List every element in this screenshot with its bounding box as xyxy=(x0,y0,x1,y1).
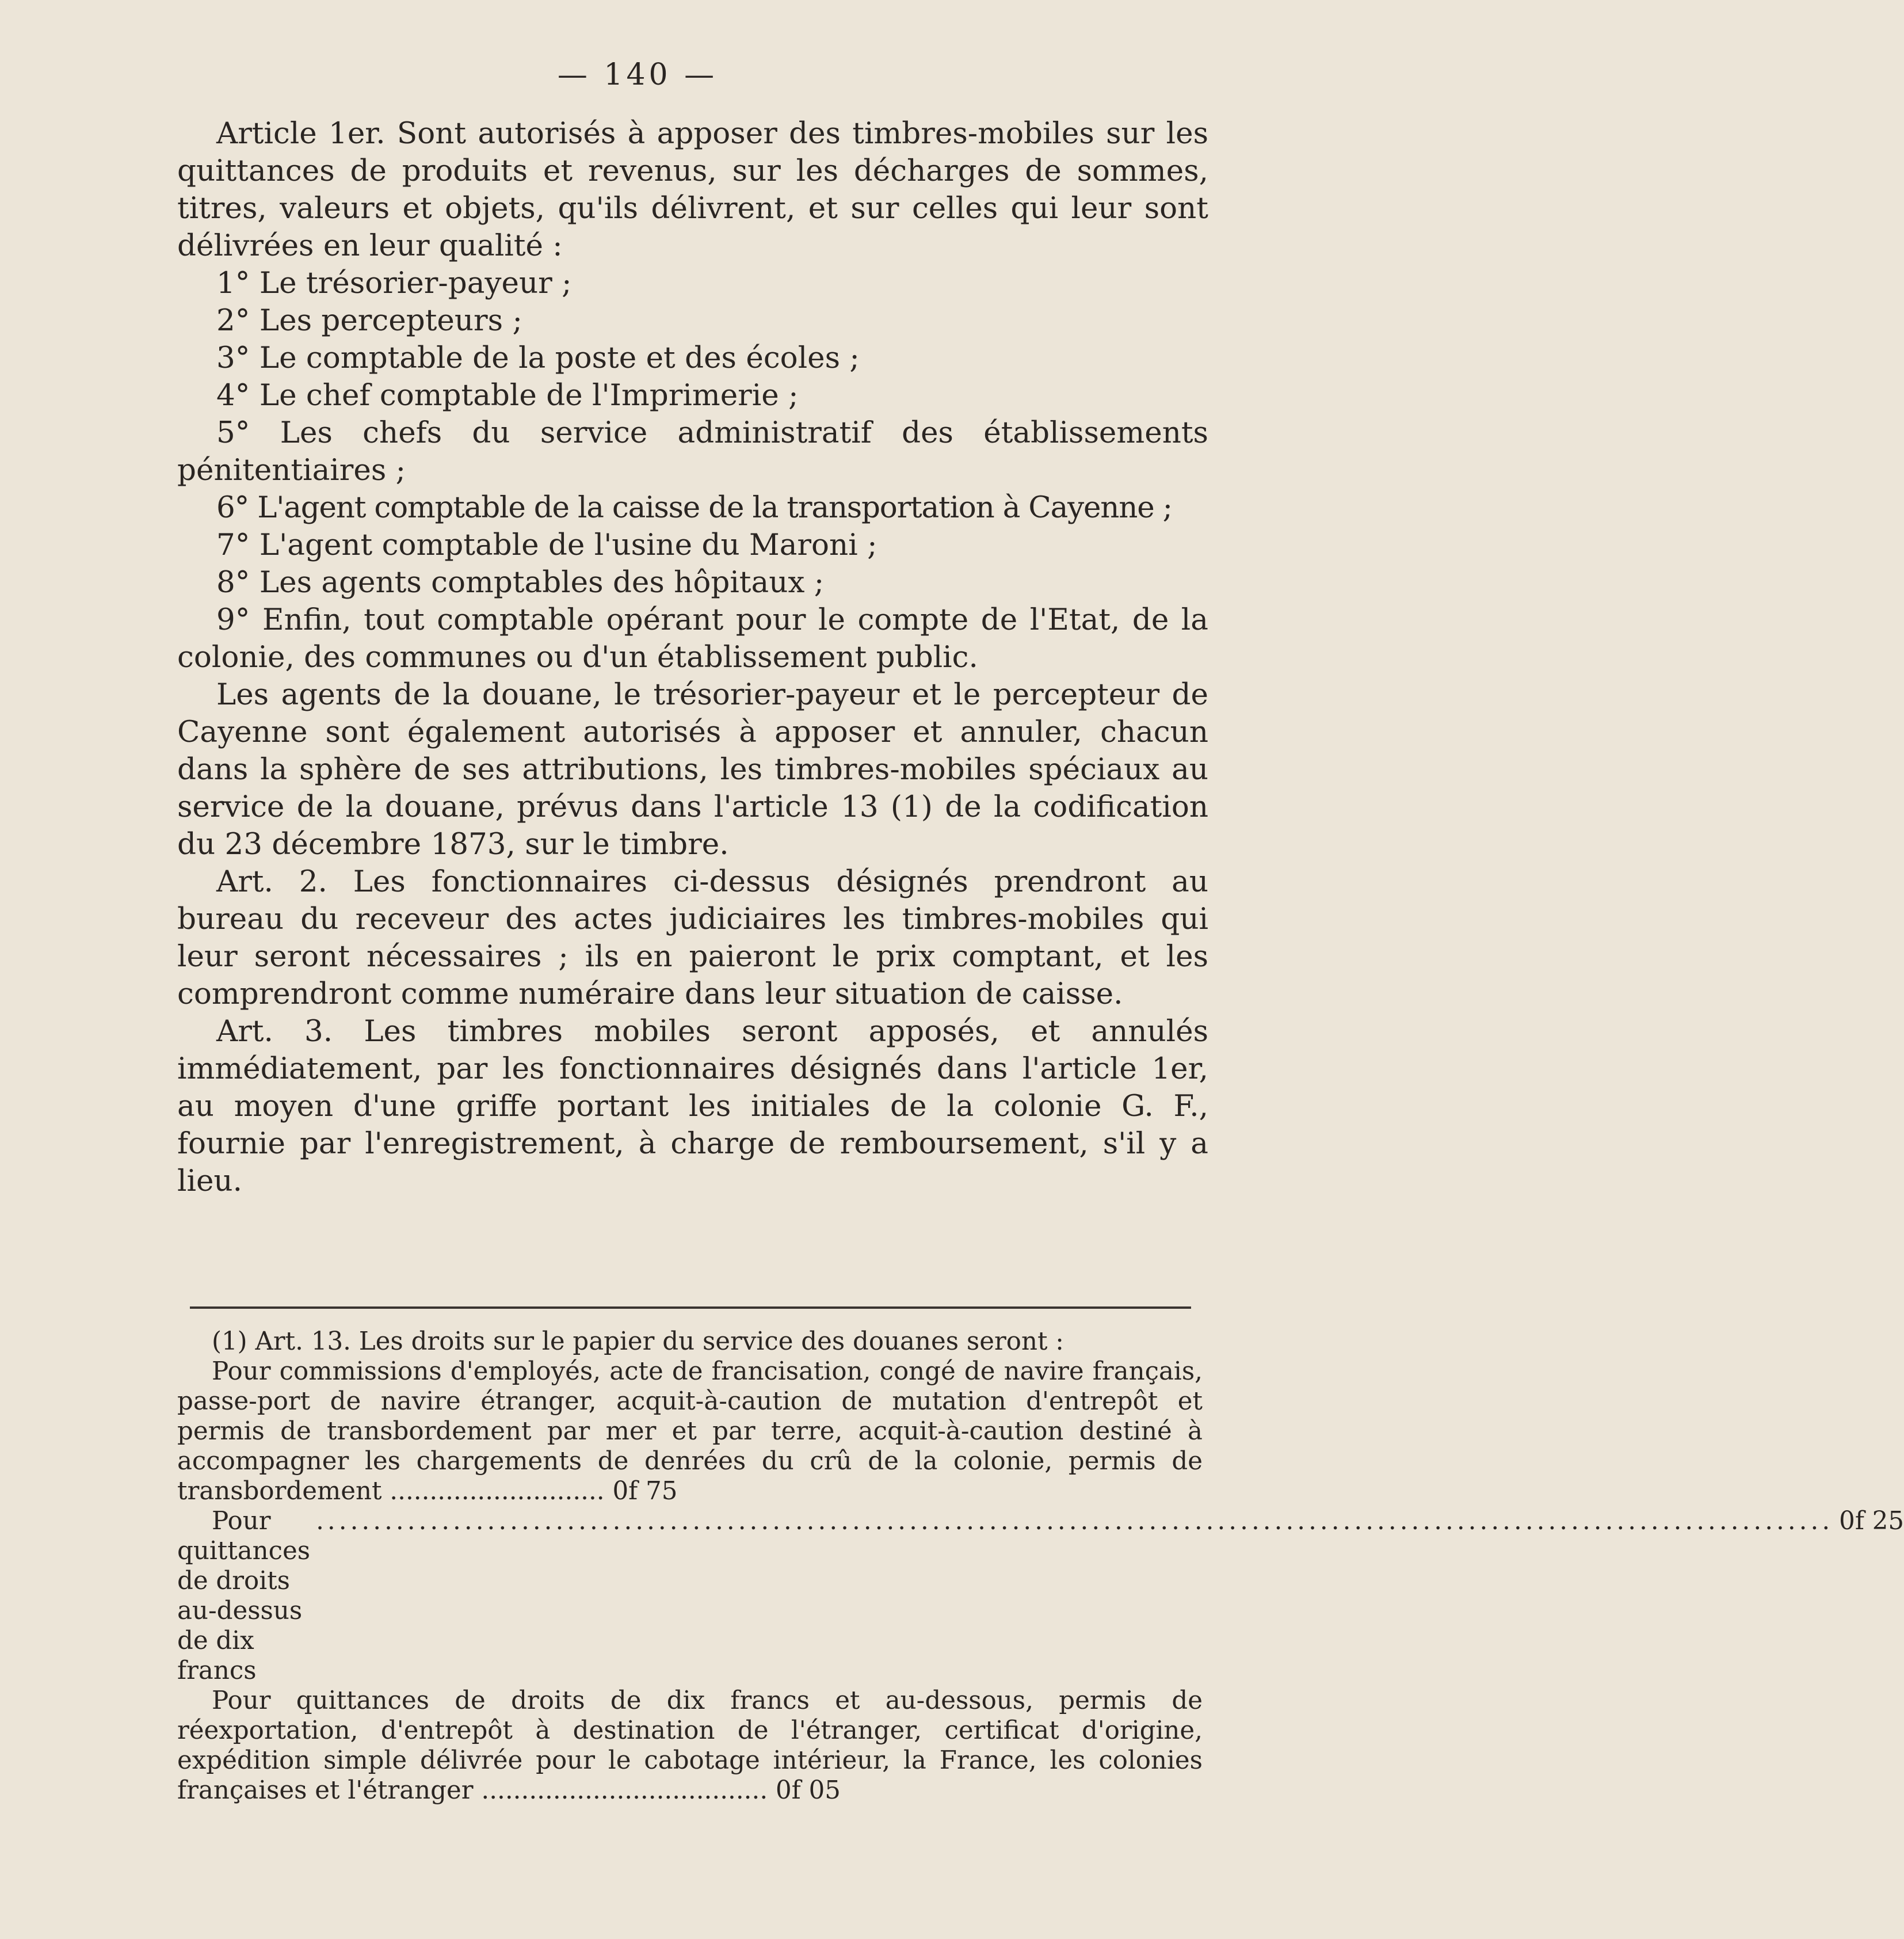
article-1-intro: Article 1er. Sont autorisés à apposer des timbres-mobiles sur les quittances de produits et revenus, sur les décharges de sommes, titres, valeurs et objets, qu'ils délivrent, et sur celles qui leur sont délivrées en leur qualité : xyxy=(177,116,1208,263)
dot-leader: ..................................................................................................................................... xyxy=(316,1507,1834,1536)
footnote-entry-text: Pour commissions d'employés, acte de francisation, congé de navire français, passe-port de navire étranger, acquit-à-caution de mutation d'entrepôt et permis de transbordement par mer et par terre, acquit-à-caution destiné à accompagner les chargements de denrées du crû de la colonie, permis de transbordement xyxy=(177,1357,1203,1506)
list-item: 6° L'agent comptable de la caisse de la transportation à Cayenne ; xyxy=(216,490,1172,525)
list-item: 7° L'agent comptable de l'usine du Maroni ; xyxy=(216,528,877,562)
footnote-entry xyxy=(177,1357,1203,1506)
main-text xyxy=(177,115,1208,1200)
article-2: Art. 2. Les fonctionnaires ci-dessus désignés prendront au bureau du receveur des actes judiciaires les timbres-mobiles qui leur seront nécessaires ; ils en paieront le prix comptant, et les comprendront comme numéraire dans leur situation de caisse. xyxy=(177,864,1208,1011)
footnote-divider xyxy=(190,1306,1191,1309)
dot-leader: ........................... xyxy=(390,1477,613,1506)
footnote-entry-text: Pour quittances de droits de dix francs et au-dessous, permis de réexportation, d'entrepôt à destination de l'étranger, certificat d'origine, expédition simple délivrée pour le cabotage intérieur, la France, les colonies françaises et l'étranger xyxy=(177,1686,1203,1805)
douane-paragraph: Les agents de la douane, le trésorier-payeur et le percepteur de Cayenne sont également autorisés à apposer et annuler, chacun dans la sphère de ses attributions, les timbres-mobiles spéciaux au service de la douane, prévus dans l'article 13 (1) de la codification du 23 décembre 1873, sur le timbre. xyxy=(177,677,1208,862)
list-item: 2° Les percepteurs ; xyxy=(216,303,522,338)
list-item: 1° Le trésorier-payeur ; xyxy=(216,266,572,300)
footnote-entry xyxy=(177,1686,1203,1805)
page-number: — 140 — xyxy=(557,58,718,92)
list-item: 5° Les chefs du service administratif des établissements pénitentiaires ; xyxy=(177,416,1208,487)
footnotes xyxy=(177,1327,1904,1805)
footnote-entry-price: 0f 05 xyxy=(776,1776,841,1805)
dot-leader: .................................... xyxy=(481,1776,776,1805)
list-item: 8° Les agents comptables des hôpitaux ; xyxy=(216,565,825,600)
footnote-entry xyxy=(177,1506,1904,1686)
footnote-heading: (1) Art. 13. Les droits sur le papier du service des douanes seront : xyxy=(212,1327,1064,1356)
footnote-entry-text: Pour quittances de droits au-dessus de dix francs xyxy=(177,1507,311,1685)
article-3: Art. 3. Les timbres mobiles seront apposés, et annulés immédiatement, par les fonctionnaires désignés dans l'article 1er, au moyen d'une griffe portant les initiales de la colonie G. F., fournie par l'enregistrement, à charge de remboursement, s'il y a lieu. xyxy=(177,1014,1208,1198)
list-item: 3° Le comptable de la poste et des écoles ; xyxy=(216,341,860,375)
list-item: 9° Enfin, tout comptable opérant pour le compte de l'Etat, de la colonie, des communes ou d'un établissement public. xyxy=(177,603,1208,675)
footnote-entry-price: 0f 25 xyxy=(1839,1507,1904,1536)
footnote-entry-price: 0f 75 xyxy=(612,1477,678,1506)
list-item: 4° Le chef comptable de l'Imprimerie ; xyxy=(216,378,799,413)
